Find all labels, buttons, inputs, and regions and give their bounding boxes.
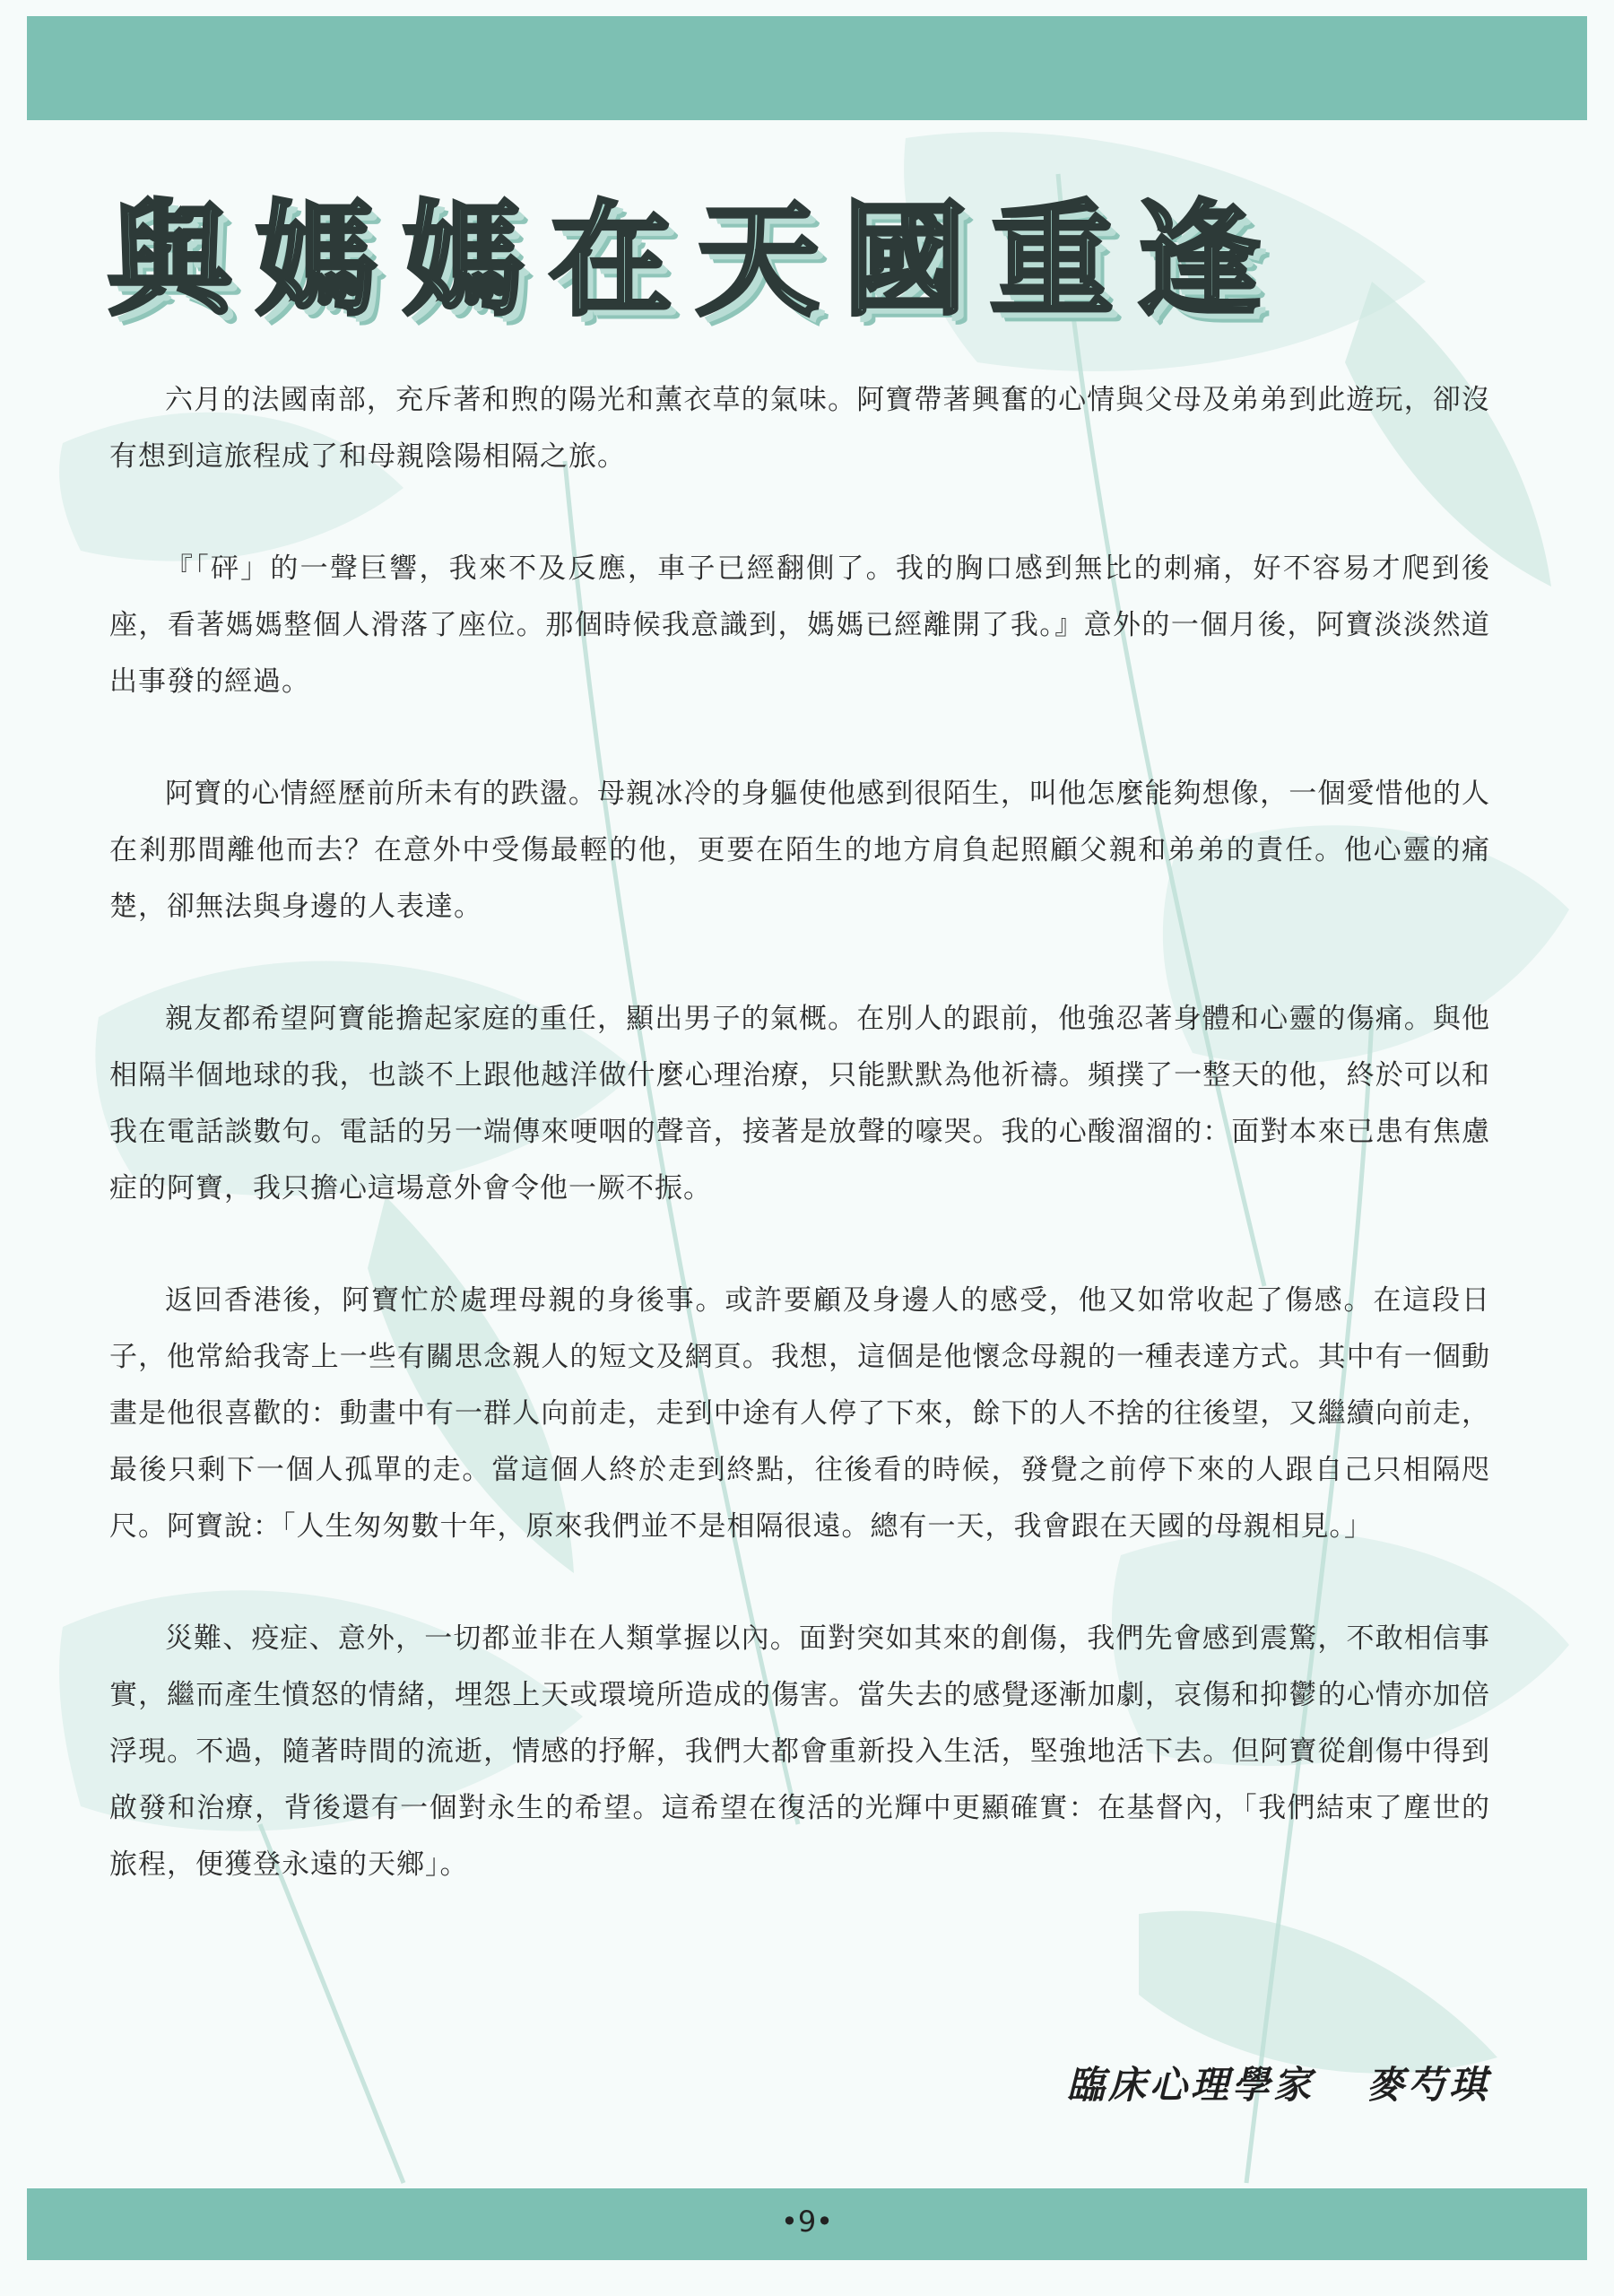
article-body [109,372,1490,1949]
paragraph-6: 災難、疫症、意外，一切都並非在人類掌握以內。面對突如其來的創傷，我們先會感到震驚，不敢相信事實，繼而產生憤怒的情緒，埋怨上天或環境所造成的傷害。當失去的感覺逐漸加劇，哀傷和抑鬱的心情亦加倍浮現。不過，隨著時間的流逝，情感的抒解，我們大都會重新投入生活，堅強地活下去。但阿寶從創傷中得到啟發和治療，背後還有一個對永生的希望。這希望在復活的光輝中更顯確實：在基督內，「我們結束了塵世的旅程，便獲登永遠的天鄉」。 [109,1622,1490,1881]
paragraph-5: 返回香港後，阿寶忙於處理母親的身後事。或許要顧及身邊人的感受，他又如常收起了傷感。在這段日子，他常給我寄上一些有關思念親人的短文及網頁。我想，這個是他懷念母親的一種表達方式。其中有一個動畫是他很喜歡的：動畫中有一群人向前走，走到中途有人停了下來，餘下的人不捨的往後望，又繼續向前走，最後只剩下一個人孤單的走。當這個人終於走到終點，往後看的時候，發覺之前停下來的人跟自己只相隔咫尺。阿寶說：「人生匆匆數十年，原來我們並不是相隔很遠。總有一天，我會跟在天國的母親相見。」 [109,1284,1490,1543]
author-role: 臨床心理學家 [1066,2063,1315,2107]
paragraph-2: 『「砰」的一聲巨響，我來不及反應，車子已經翻側了。我的胸口感到無比的刺痛，好不容易才爬到後座，看著媽媽整個人滑落了座位。那個時候我意識到，媽媽已經離開了我。』意外的一個月後，阿寶淡淡然道出事發的經過。 [109,552,1490,698]
page-number: •9• [780,2205,834,2239]
paragraph-1: 六月的法國南部，充斥著和煦的陽光和薰衣草的氣味。阿寶帶著興奮的心情與父母及弟弟到此遊玩，卻沒有想到這旅程成了和母親陰陽相隔之旅。 [109,384,1490,473]
author-signature [1067,2056,1490,2109]
article-title: 與媽媽在天國重逢 [108,187,1285,333]
paragraph-4: 親友都希望阿寶能擔起家庭的重任，顯出男子的氣概。在別人的跟前，他強忍著身體和心靈的傷痛。與他相隔半個地球的我，也談不上跟他越洋做什麼心理治療，只能默默為他祈禱。頻撲了一整天的他，終於可以和我在電話談數句。電話的另一端傳來哽咽的聲音，接著是放聲的嚎哭。我的心酸溜溜的：面對本來已患有焦慮症的阿寶，我只擔心這場意外會令他一厥不振。 [109,1003,1490,1205]
paragraph-3: 阿寶的心情經歷前所未有的跌盪。母親冰冷的身軀使他感到很陌生，叫他怎麼能夠想像，一個愛惜他的人在剎那間離他而去？在意外中受傷最輕的他，更要在陌生的地方肩負起照顧父親和弟弟的責任。他心靈的痛楚，卻無法與身邊的人表達。 [109,778,1490,923]
author-name: 麥芍琪 [1366,2063,1490,2107]
top-color-band [27,16,1587,120]
